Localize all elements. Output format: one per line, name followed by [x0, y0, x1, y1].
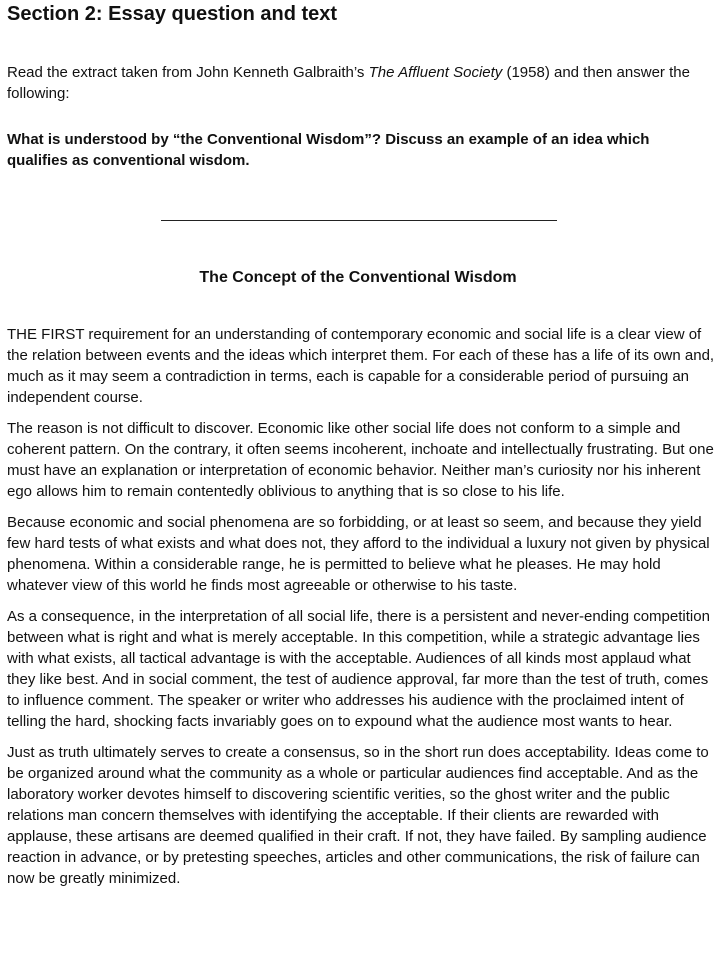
section-heading: Section 2: Essay question and text — [7, 3, 338, 25]
divider-line — [161, 220, 557, 221]
intro-instruction — [7, 62, 713, 104]
extract-body — [7, 324, 715, 899]
essay-question: What is understood by “the Conventional Wisdom”? Discuss an example of an idea which qualifies as conventional wisdom. — [7, 131, 650, 169]
paragraph-5: Just as truth ultimately serves to create a consensus, so in the short run does acceptability. Ideas come to be organized around what the community as a whole or particular audiences find acceptable. And as the laboratory worker devotes himself to discovering scientific verities, so the ghost writer and the public relations man concern themselves with identifying the acceptable. If their clients are rewarded with applause, these artisans are deemed qualified in their craft. If not, they have failed. By sampling audience reaction in advance, or by pretesting speeches, articles and other communications, the risk of failure can now be greatly minimized. — [7, 744, 709, 887]
paragraph-3: Because economic and social phenomena are so forbidding, or at least so seem, and because they yield few hard tests of what exists and what does not, they afford to the individual a luxury not given by physical phenomena. Within a considerable range, he is permitted to believe what he pleases. He may hold whatever view of this world he finds most agreeable or otherwise to his taste. — [7, 514, 710, 594]
paragraph-4: As a consequence, in the interpretation of all social life, there is a persistent and never-ending competition between what is right and what is merely acceptable. In this competition, while a strategic advantage lies with what exists, all tactical advantage is with the acceptable. Audiences of all kinds most applaud what they like best. And in social comment, the test of audience approval, far more than the test of truth, comes to influence comment. The speaker or writer who addresses his audience with the proclaimed intent of telling the hard, shocking facts invariably goes on to expound what the audience most wants to hear. — [7, 608, 710, 730]
book-title: The Affluent Society — [368, 64, 503, 81]
paragraph-1: THE FIRST requirement for an understanding of contemporary economic and social life is a clear view of the relation between events and the ideas which interpret them. For each of these has a life of its own and, much as it may seem a contradiction in terms, each is capable for a considerable period of pursuing an independent course. — [7, 326, 715, 406]
paragraph-2: The reason is not difficult to discover. Economic like other social life does not conform to a simple and coherent pattern. On the contrary, it often seems incoherent, inchoate and intellectually frustrating. But one must have an explanation or interpretation of economic behavior. Neither man’s curiosity nor his inherent ego allows him to remain contentedly oblivious to anything that is so close to his life. — [7, 420, 714, 500]
intro-text-after: (1958) and then answer the following: — [7, 64, 690, 102]
extract-title: The Concept of the Conventional Wisdom — [199, 269, 517, 286]
intro-text-before: Read the extract taken from John Kenneth Galbraith’s — [7, 64, 369, 81]
